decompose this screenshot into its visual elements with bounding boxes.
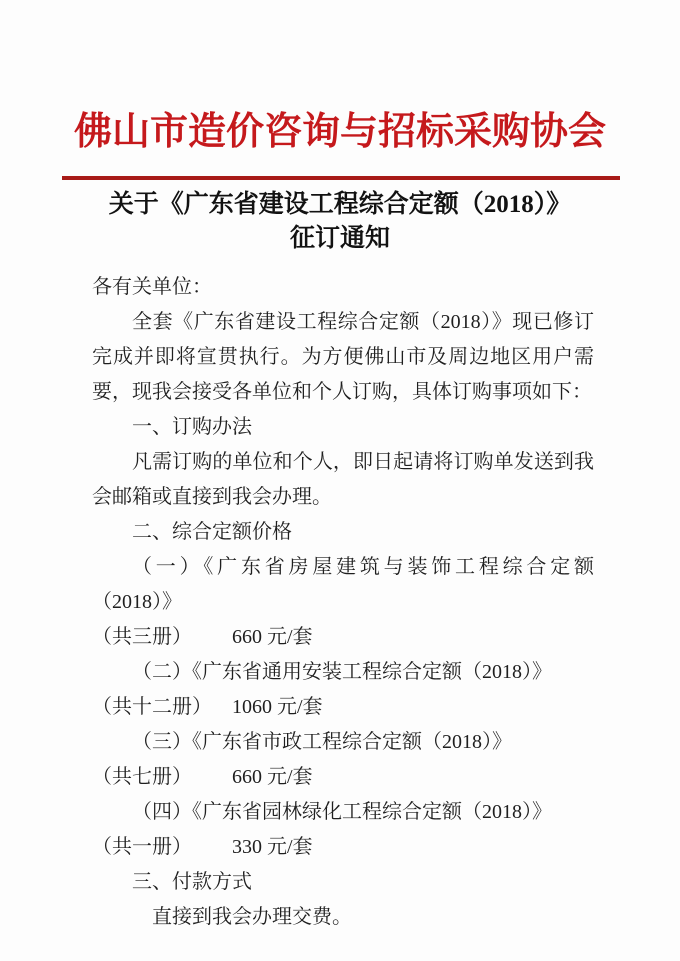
item-name: （二）《广东省通用安装工程综合定额（2018）》 — [132, 661, 552, 683]
document-title — [40, 188, 640, 256]
intro-paragraph: 全套《广东省建设工程综合定额（2018）》现已修订完成并即将宣贯执行。为方便佛山市及周边地区用户需要，现我会接受各单位和个人订购，具体订购事项如下： — [92, 311, 594, 403]
item-price: 660 元/套 — [232, 626, 313, 648]
item-volumes: （共七册） — [92, 766, 192, 788]
item-name: （三）《广东省市政工程综合定额（2018）》 — [132, 731, 512, 753]
price-list — [92, 550, 594, 865]
item-price-line — [92, 690, 594, 725]
item-volumes: （共十二册） — [92, 696, 212, 718]
document-title-line1: 关于《广东省建设工程综合定额（2018）》 — [108, 191, 572, 218]
item-name: （四）《广东省园林绿化工程综合定额（2018）》 — [132, 801, 552, 823]
item-price-line — [92, 830, 594, 865]
price-list-item — [92, 725, 594, 795]
section-1-paragraph: 凡需订购的单位和个人，即日起请将订购单发送到我会邮箱或直接到我会办理。 — [92, 451, 594, 508]
letterhead-divider-line — [62, 176, 620, 180]
item-price: 330 元/套 — [232, 836, 313, 858]
item-name: （一）《广东省房屋建筑与装饰工程综合定额（2018）》 — [92, 556, 594, 613]
organization-letterhead: 佛山市造价咨询与招标采购协会 — [73, 111, 606, 153]
document-title-line2: 征订通知 — [289, 225, 390, 252]
price-list-item — [92, 550, 594, 655]
item-volumes: （共一册） — [92, 836, 192, 858]
item-price-line — [92, 620, 594, 655]
item-price: 660 元/套 — [232, 766, 313, 788]
item-volumes: （共三册） — [92, 626, 192, 648]
section-1-heading: 一、订购办法 — [132, 416, 252, 438]
document-body — [92, 270, 594, 935]
section-3-paragraph: 直接到我会办理交费。 — [152, 906, 352, 928]
salutation: 各有关单位： — [92, 276, 212, 298]
price-list-item — [92, 655, 594, 725]
item-price-line — [92, 760, 594, 795]
section-3-heading: 三、付款方式 — [132, 871, 252, 893]
section-2-heading: 二、综合定额价格 — [132, 521, 292, 543]
item-price: 1060 元/套 — [232, 696, 323, 718]
price-list-item — [92, 795, 594, 865]
